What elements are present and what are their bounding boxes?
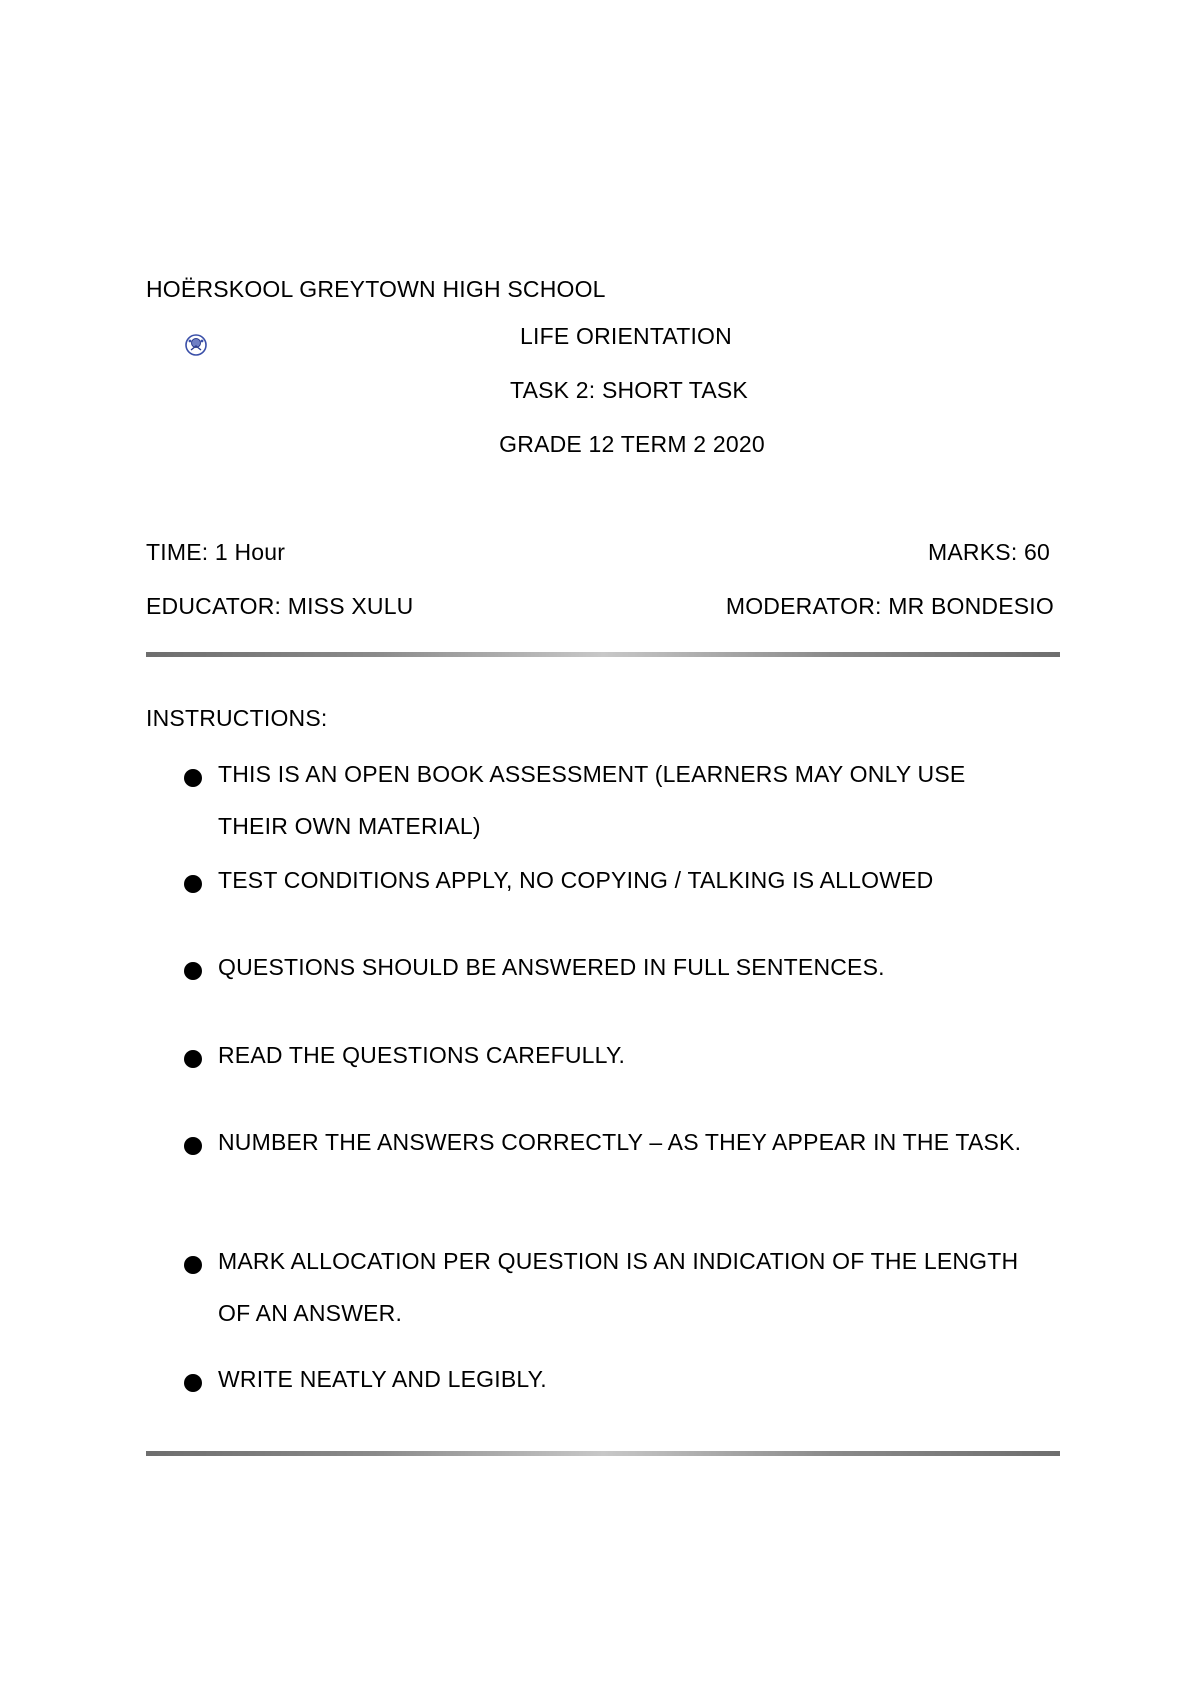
divider-bottom xyxy=(146,1451,1060,1456)
instruction-text: TEST CONDITIONS APPLY, NO COPYING / TALKING IS ALLOWED xyxy=(218,867,934,893)
educator-name: EDUCATOR: MISS XULU xyxy=(146,593,414,619)
bullet-icon xyxy=(184,1374,202,1392)
task-title: TASK 2: SHORT TASK xyxy=(510,377,748,403)
grade-term: GRADE 12 TERM 2 2020 xyxy=(499,431,765,457)
bullet-icon xyxy=(184,875,202,893)
bullet-icon xyxy=(184,1256,202,1274)
bullet-icon xyxy=(184,1137,202,1155)
divider-top xyxy=(146,652,1060,657)
instruction-text: THIS IS AN OPEN BOOK ASSESSMENT (LEARNERS MAY ONLY USE THEIR OWN MATERIAL) xyxy=(218,761,966,839)
bullet-icon xyxy=(184,769,202,787)
time-allowed: TIME: 1 Hour xyxy=(146,539,286,565)
instruction-text: WRITE NEATLY AND LEGIBLY. xyxy=(218,1366,547,1392)
instructions-heading: INSTRUCTIONS: xyxy=(146,705,328,731)
school-name: HOËRSKOOL GREYTOWN HIGH SCHOOL xyxy=(146,276,606,302)
subject-title: LIFE ORIENTATION xyxy=(520,323,732,349)
instruction-text: READ THE QUESTIONS CAREFULLY. xyxy=(218,1042,626,1068)
instruction-text: NUMBER THE ANSWERS CORRECTLY – AS THEY APPEAR IN THE TASK. xyxy=(218,1129,1022,1155)
instruction-text: MARK ALLOCATION PER QUESTION IS AN INDICATION OF THE LENGTH OF AN ANSWER. xyxy=(218,1248,1019,1326)
moderator-name: MODERATOR: MR BONDESIO xyxy=(725,593,1054,619)
bullet-icon xyxy=(184,1050,202,1068)
bullet-icon xyxy=(184,962,202,980)
total-marks: MARKS: 60 xyxy=(928,539,1050,565)
instruction-text: QUESTIONS SHOULD BE ANSWERED IN FULL SENTENCES. xyxy=(218,954,885,980)
school-crest-icon xyxy=(184,333,208,357)
